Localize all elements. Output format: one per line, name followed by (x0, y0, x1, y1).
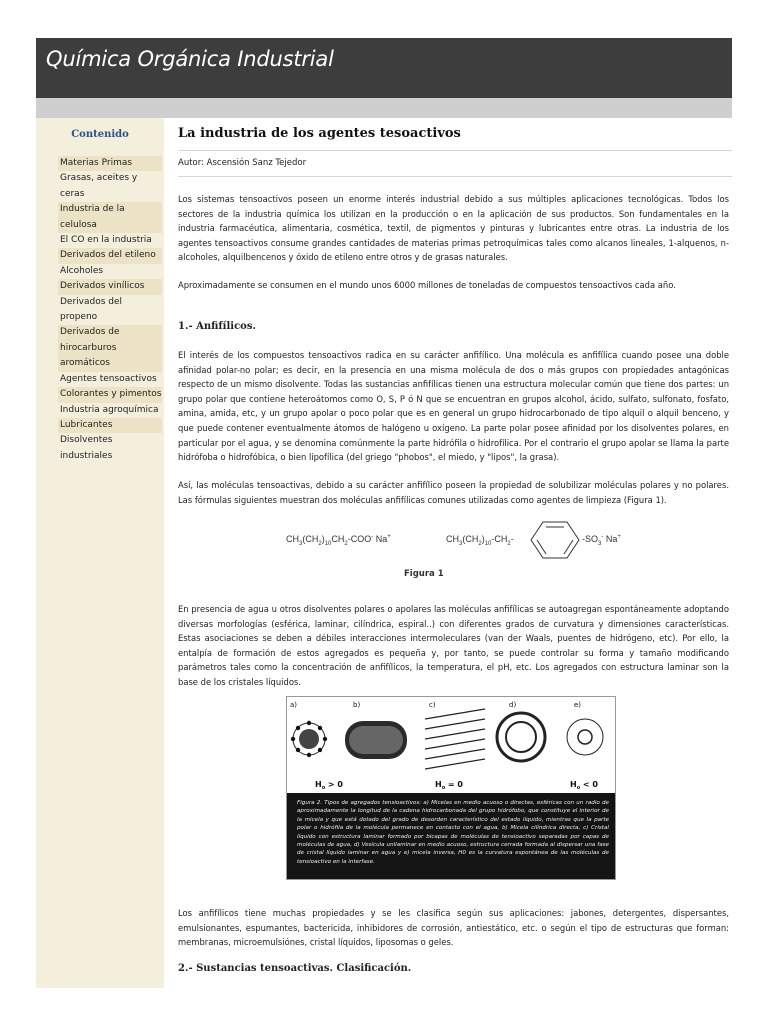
curvature-zero-label: $H_o = 0$ (435, 780, 463, 791)
label-c: c) (429, 701, 436, 709)
paragraph-aggregates: En presencia de agua u otros disolventes polares o apolares las moléculas anfifílicas se autoagregan espontáneamente adoptando diversas morfologías (esférica, laminar, cilíndrica, espiral..) con diferentes grados de curvatura y dimensiones características. Estas asociaciones se deben a débiles interacciones intermoleculares (van der Waals, puentes de hidrógeno, etc). Por ello, la entalpía de formación de estos agregados es pequeña y, por tanto, se puede controlar su forma y tamaño modificando parámetros tales como la concentración de anfifílicos, la temperatura, el pH, etc. Los agregados con estructura laminar son la base de los cristales líquidos. (178, 604, 729, 687)
header-subbar (36, 98, 732, 118)
sidebar-item-aromaticos-2[interactable]: hirocarburos aromáticos (60, 342, 117, 369)
figure-2-caption: Figura 2. Tipos de agregados tensioactivos: a) Micelas en medio acuoso o directas, esféricas con un radio de aproximadamente la longitud de la cadena hidrocarbonada del grupo hidrófobo, que constituye el interior de la micela y que está dotado del grado de desorden característico del estado líquido, mientras que la parte polar o hidrófila de la molécula permanece en contacto con el agua, b) Micela cilíndrica directa, c) Cristal líquido con estructura laminar formado por bicapas de moléculas de tensioactivo separadas por capas de moléculas de agua, d) Vesícula unilaminar en medio acuoso, estructura cerrada formada al dispersar una fase de cristal líquido laminar en agua y e) micela inversa, H0 es la curvatura espontánea de las moléculas de tensioactivo en la interfase. (287, 793, 615, 879)
label-b: b) (353, 701, 361, 709)
site-title[interactable]: Química Orgánica Industrial (46, 47, 334, 71)
article-title: La industria de los agentes tesoactivos (178, 126, 461, 141)
sidebar-item-colorantes[interactable]: Colorantes y pimentos (60, 389, 162, 400)
sidebar-item-vinilicos[interactable]: Derivados vinílicos (60, 281, 145, 292)
label-d: d) (509, 701, 517, 709)
sidebar-menu (58, 156, 162, 464)
sidebar-item-grasas[interactable]: Grasas, aceites y ceras (60, 173, 138, 199)
formula-detergent-sulfonate: $-SO_3^-$ Na+ (582, 534, 621, 547)
paragraph-formulas-intro: Así, las moléculas tensoactivas, debido a su carácter anfifílico poseen la propiedad de solubilizar moléculas polares y no polares. Las fórmulas siguientes muestran dos moléculas anfifílicas comunes utilizadas como agentes de limpieza (Figura 1). (178, 480, 729, 505)
curvature-positive-label: $H_o > 0$ (315, 780, 343, 791)
article-author: Autor: Ascensión Sanz Tejedor (178, 158, 307, 168)
aggregate-structures-illustration (287, 697, 615, 793)
paragraph-classification: Los anfifílicos tiene muchas propiedades y se les clasifica según sus aplicaciones: jabones, detergentes, dispersantes, emulsionantes, espumantes, bactericida, inhibidores de corrosión, antiestático, etc. o según el tipo de estructuras que forman: membranas, microemulsiónes, cristal líquidos, liposomas o geles. (178, 908, 729, 948)
sidebar (36, 118, 164, 988)
figure-1-caption: Figura 1 (404, 569, 444, 579)
sidebar-item-agroquimica[interactable]: Industria agroquímica (60, 404, 159, 415)
sidebar-item-celulosa[interactable]: Industria de la celulosa (60, 204, 125, 230)
label-a: a) (290, 701, 298, 709)
sidebar-item-tensoactivos[interactable]: Agentes tensoactivos (60, 373, 157, 384)
sidebar-item-propeno[interactable]: Derivados del propeno (60, 296, 123, 323)
curvature-negative-label: $H_o < 0$ (570, 780, 598, 791)
sidebar-title: Contenido (71, 129, 129, 140)
figure-2 (286, 696, 616, 880)
paragraph-intro: Los sistemas tensoactivos poseen un enorme interés industrial debido a sus múltiples aplicaciones tecnológicas. Todos los sectores de la industria química los utilizan en la producción o en la aplicación de sus productos. Son fundamentales en la industria farmacéutica, alimentaria, cosmética, textil, de pigmentos y pinturas y lubricantes entre otras. La industria de los agentes tensoactivos consume grandes cantidades de materias primas petroquímicas tales como alcanos lineales, 1-alquenos, n-alcoholes, alquilbencenos y óxido de etileno entre otros y de grasas naturales. (178, 194, 729, 263)
site-header (36, 38, 732, 98)
section-heading-clasificacion: 2.- Sustancias tensoactivas. Clasificación. (178, 963, 412, 974)
paragraph-anfifilicos: El interés de los compuestos tensoactivos radica en su carácter anfifílico. Una molécula es anfifílica cuando posee una doble afinidad polar-no polar; es decir, en la presencia en una misma molécula de dos o más grupos con propiedades antagónicas respecto de un mismo disolvente. Todas las sustancias anfifílicas tienen una estructura molecular común que tiene dos partes: un grupo polar que contiene heteroátomos como O, S, P ó N que se encuentran en grupos alcohol, ácido, sulfato, sulfonato, fosfato, amina, amida, etc, y un grupo apolar o poco polar que es en general un grupo hidrocarbonado de tipo alquil o alquil benceno, y que puede contener eventualmente átomos de halógeno u oxígeno. La parte polar posee afinidad por los disolventes polares, en particular por el agua, y se denomina comúnmente la parte hidrófila o hidrofílica. Por el contrario el grupo apolar se llama la parte hidrófoba o hidrofóbica, o bien lipofílica (del griego "phobos", el miedo, y "lipos", la grasa). (178, 350, 729, 463)
article (164, 118, 732, 988)
divider (178, 150, 732, 151)
label-e: e) (574, 701, 582, 709)
cylindrical-micelle-icon (345, 721, 407, 759)
section-heading-anfifilicos: 1.- Anfifílicos. (178, 321, 256, 332)
sidebar-item-etileno[interactable]: Derivados del etileno (60, 250, 156, 261)
sidebar-item-aromaticos-1[interactable]: Derivados de (60, 327, 120, 338)
formula-soap: $CH_3(CH_2)_{10}CH_2-COO^-$ Na+ (286, 534, 391, 547)
sidebar-item-disolventes[interactable]: Disolventes industriales (60, 435, 113, 461)
sidebar-item-materias-primas[interactable]: Materias Primas (60, 158, 133, 168)
paragraph-consumption: Aproximadamente se consumen en el mundo unos 6000 millones de toneladas de compuestos tensoactivos cada año. (178, 280, 676, 290)
benzene-ring-icon (529, 518, 581, 562)
formula-detergent-chain: $CH_3(CH_2)_{10}-CH_2-$ (446, 534, 514, 547)
sidebar-item-alcoholes[interactable]: Alcoholes (60, 265, 104, 276)
sidebar-item-lubricantes[interactable]: Lubricantes (60, 419, 113, 430)
sidebar-item-co[interactable]: El CO en la industria (60, 235, 152, 246)
divider (178, 176, 732, 177)
